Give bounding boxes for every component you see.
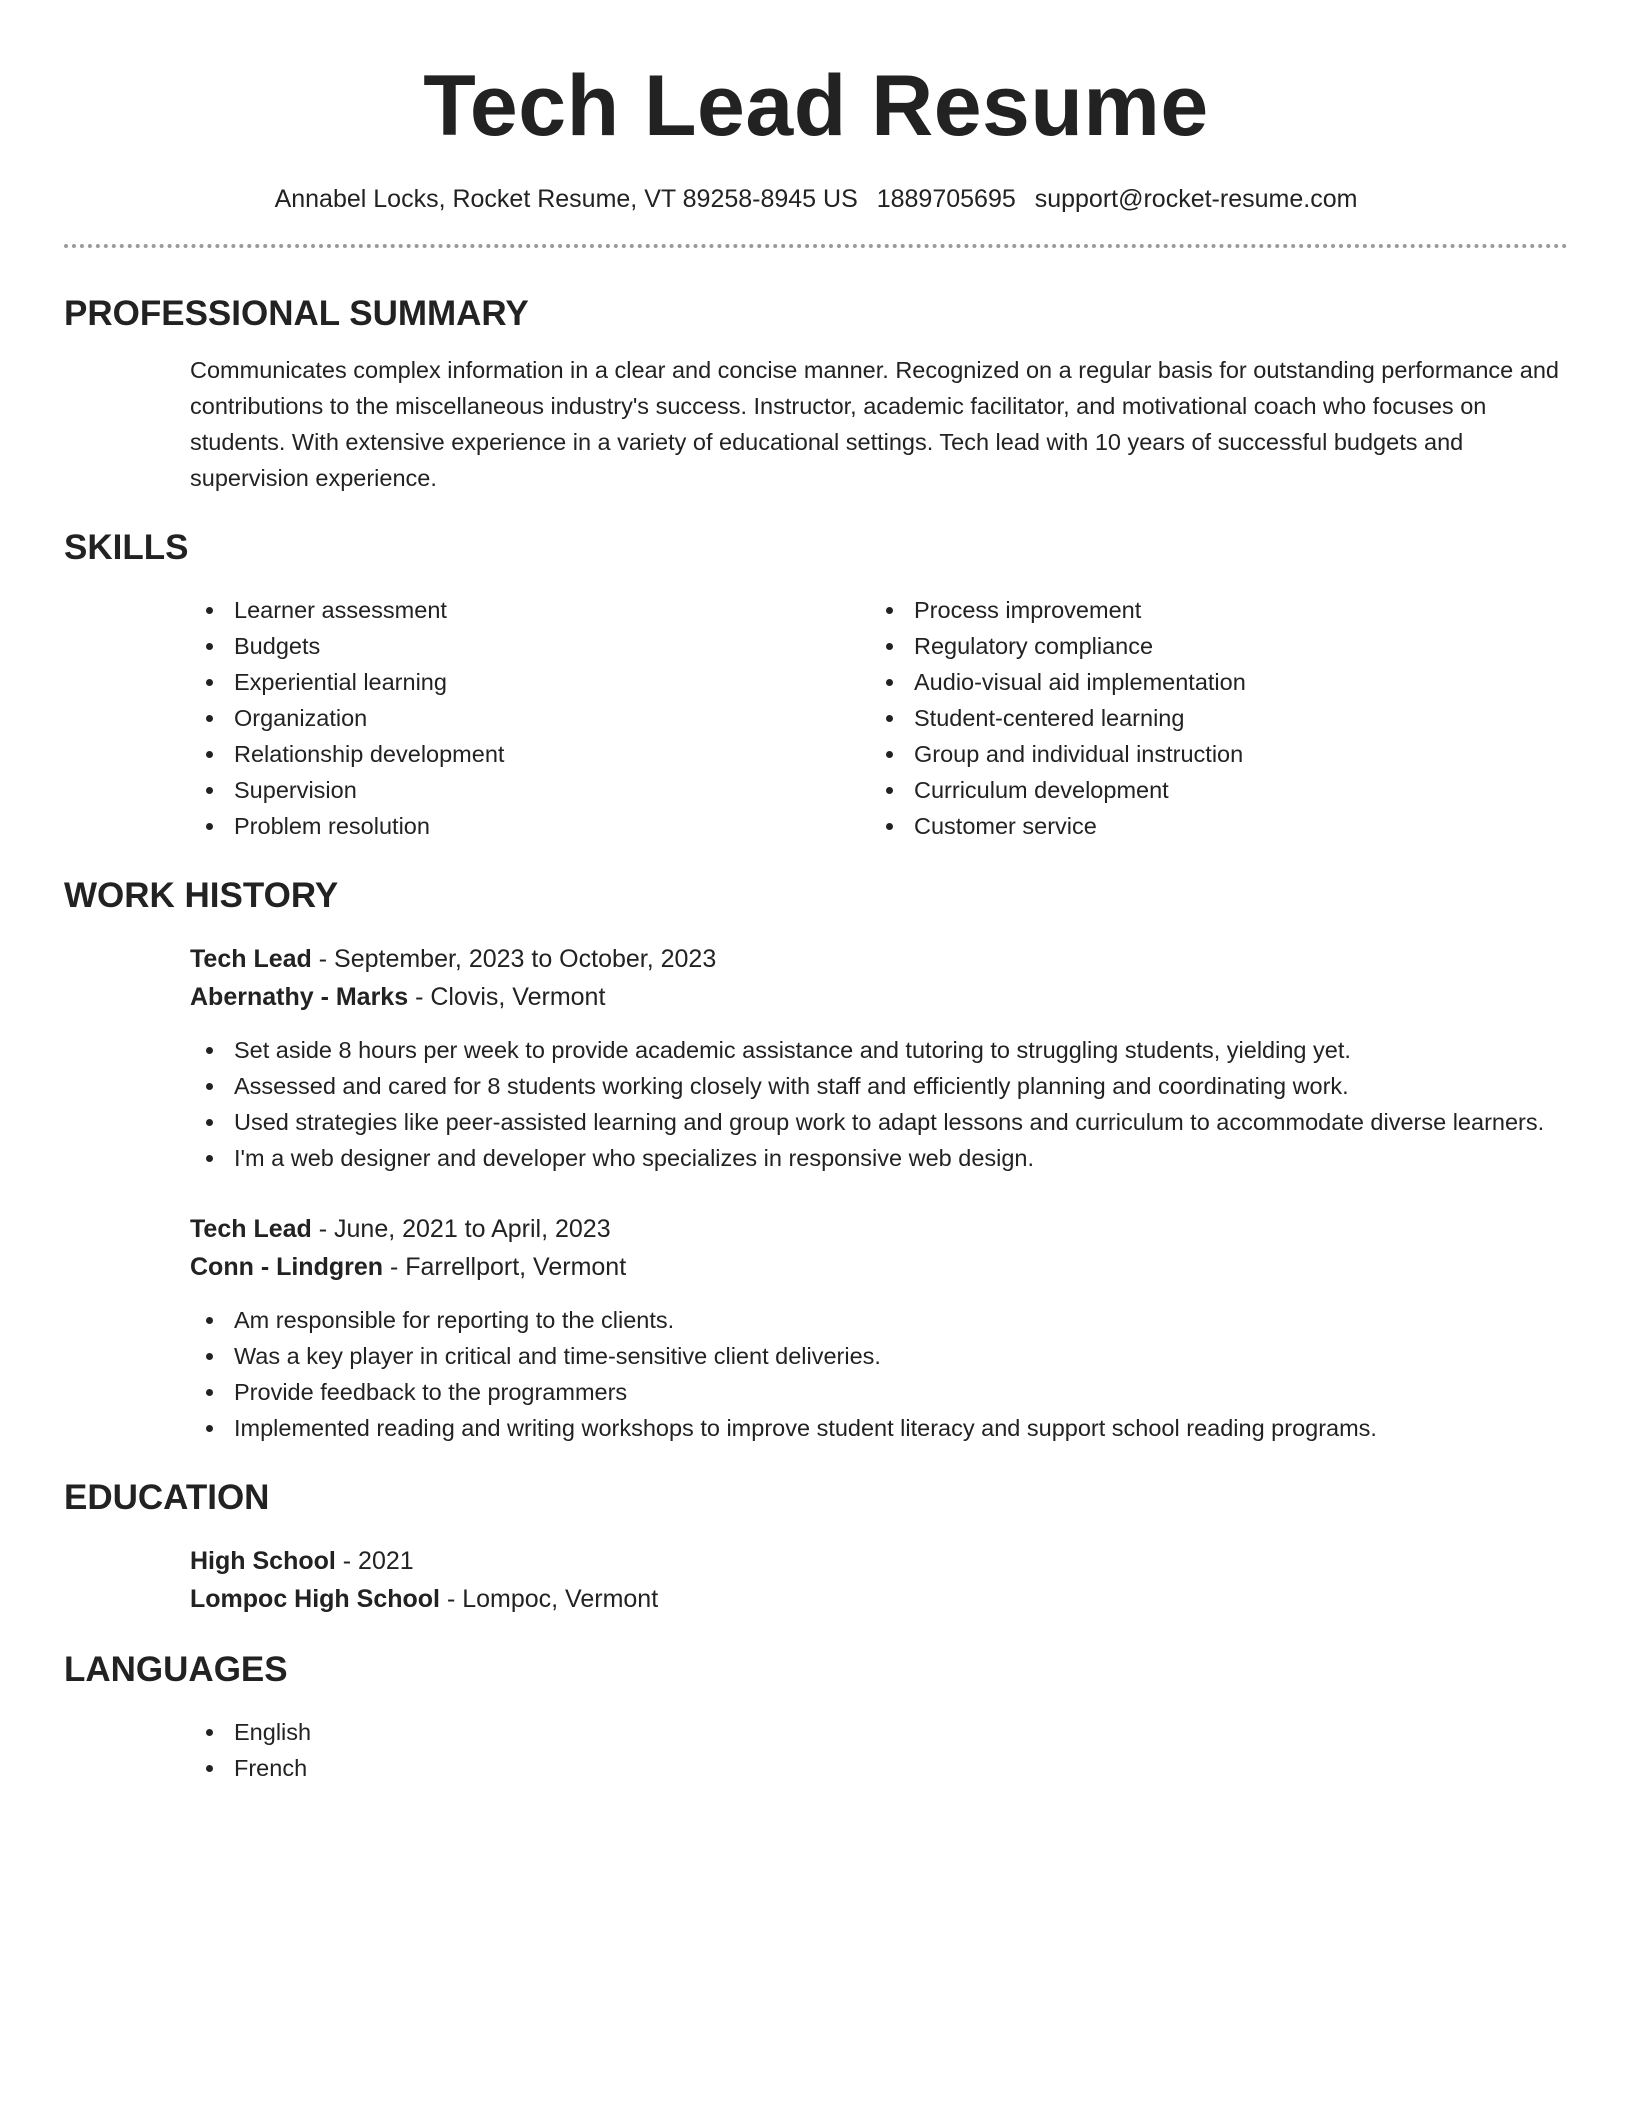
language-item: English [190, 1714, 1568, 1750]
contact-address: Annabel Locks, Rocket Resume, VT 89258-8945 US [274, 185, 858, 213]
summary-heading: PROFESSIONAL SUMMARY [64, 294, 529, 333]
job-company: Conn - Lindgren [190, 1253, 384, 1281]
skill-item: Supervision [190, 772, 870, 808]
skills-column-left [190, 592, 870, 844]
skill-item: Process improvement [870, 592, 1550, 628]
job-entry [190, 1210, 1568, 1446]
summary-section [64, 292, 1568, 496]
language-item: French [190, 1750, 1568, 1786]
skill-item: Organization [190, 700, 870, 736]
job-title: Tech Lead [190, 945, 312, 973]
skill-item: Experiential learning [190, 664, 870, 700]
skill-item: Problem resolution [190, 808, 870, 844]
education-entry [190, 1542, 1568, 1618]
job-duty: Used strategies like peer-assisted learning and group work to adapt lessons and curriculum to accommodate diverse learners. [190, 1104, 1568, 1140]
job-duty: Am responsible for reporting to the clients. [190, 1302, 1568, 1338]
languages-heading: LANGUAGES [64, 1650, 288, 1689]
contact-phone: 1889705695 [876, 185, 1016, 213]
skills-column-right [870, 592, 1550, 844]
skill-item: Learner assessment [190, 592, 870, 628]
education-degree-line [190, 1542, 1568, 1580]
job-location: - Clovis, Vermont [408, 983, 606, 1011]
skill-item: Budgets [190, 628, 870, 664]
job-duty: Assessed and cared for 8 students working closely with staff and efficiently planning and coordinating work. [190, 1068, 1568, 1104]
skill-item: Customer service [870, 808, 1550, 844]
education-school: Lompoc High School [190, 1585, 440, 1613]
job-title-line [190, 1210, 1568, 1248]
education-section [64, 1476, 1568, 1618]
job-duty: Was a key player in critical and time-sensitive client deliveries. [190, 1338, 1568, 1374]
job-entry [190, 940, 1568, 1176]
education-school-line [190, 1580, 1568, 1618]
job-title-line [190, 940, 1568, 978]
job-duty: Provide feedback to the programmers [190, 1374, 1568, 1410]
skills-columns [190, 592, 1568, 844]
education-heading: EDUCATION [64, 1478, 270, 1517]
summary-text: Communicates complex information in a clear and concise manner. Recognized on a regular basis for outstanding performance and contributions to the miscellaneous industry's success. Instructor, academic facilitator, and motivational coach who focuses on students. With extensive experience in a variety of educational settings. Tech lead with 10 years of successful budgets and supervision experience. [190, 357, 1559, 491]
skill-item: Group and individual instruction [870, 736, 1550, 772]
languages-section [64, 1648, 1568, 1786]
education-year: - 2021 [335, 1547, 414, 1575]
skill-item: Relationship development [190, 736, 870, 772]
job-duty: Implemented reading and writing workshops to improve student literacy and support school reading programs. [190, 1410, 1568, 1446]
job-title: Tech Lead [190, 1215, 312, 1243]
job-duty: I'm a web designer and developer who specializes in responsive web design. [190, 1140, 1568, 1176]
skills-heading: SKILLS [64, 528, 189, 567]
skill-item: Student-centered learning [870, 700, 1550, 736]
skill-item: Curriculum development [870, 772, 1550, 808]
resume-title: Tech Lead Resume [423, 58, 1209, 154]
skill-item: Regulatory compliance [870, 628, 1550, 664]
contact-line [64, 182, 1568, 216]
job-location: - Farrellport, Vermont [383, 1253, 627, 1281]
education-degree: High School [190, 1547, 336, 1575]
contact-email: support@rocket-resume.com [1034, 185, 1358, 213]
job-dates: - September, 2023 to October, 2023 [311, 945, 717, 973]
job-company-line [190, 1248, 1568, 1286]
skills-section [64, 526, 1568, 844]
job-duty: Set aside 8 hours per week to provide academic assistance and tutoring to struggling students, yielding yet. [190, 1032, 1568, 1068]
work-history-heading: WORK HISTORY [64, 876, 339, 915]
job-company-line [190, 978, 1568, 1016]
job-company: Abernathy - Marks [190, 983, 409, 1011]
job-dates: - June, 2021 to April, 2023 [311, 1215, 611, 1243]
education-location: - Lompoc, Vermont [440, 1585, 659, 1613]
work-history-section [64, 874, 1568, 1446]
header-divider [64, 244, 1568, 248]
skill-item: Audio-visual aid implementation [870, 664, 1550, 700]
